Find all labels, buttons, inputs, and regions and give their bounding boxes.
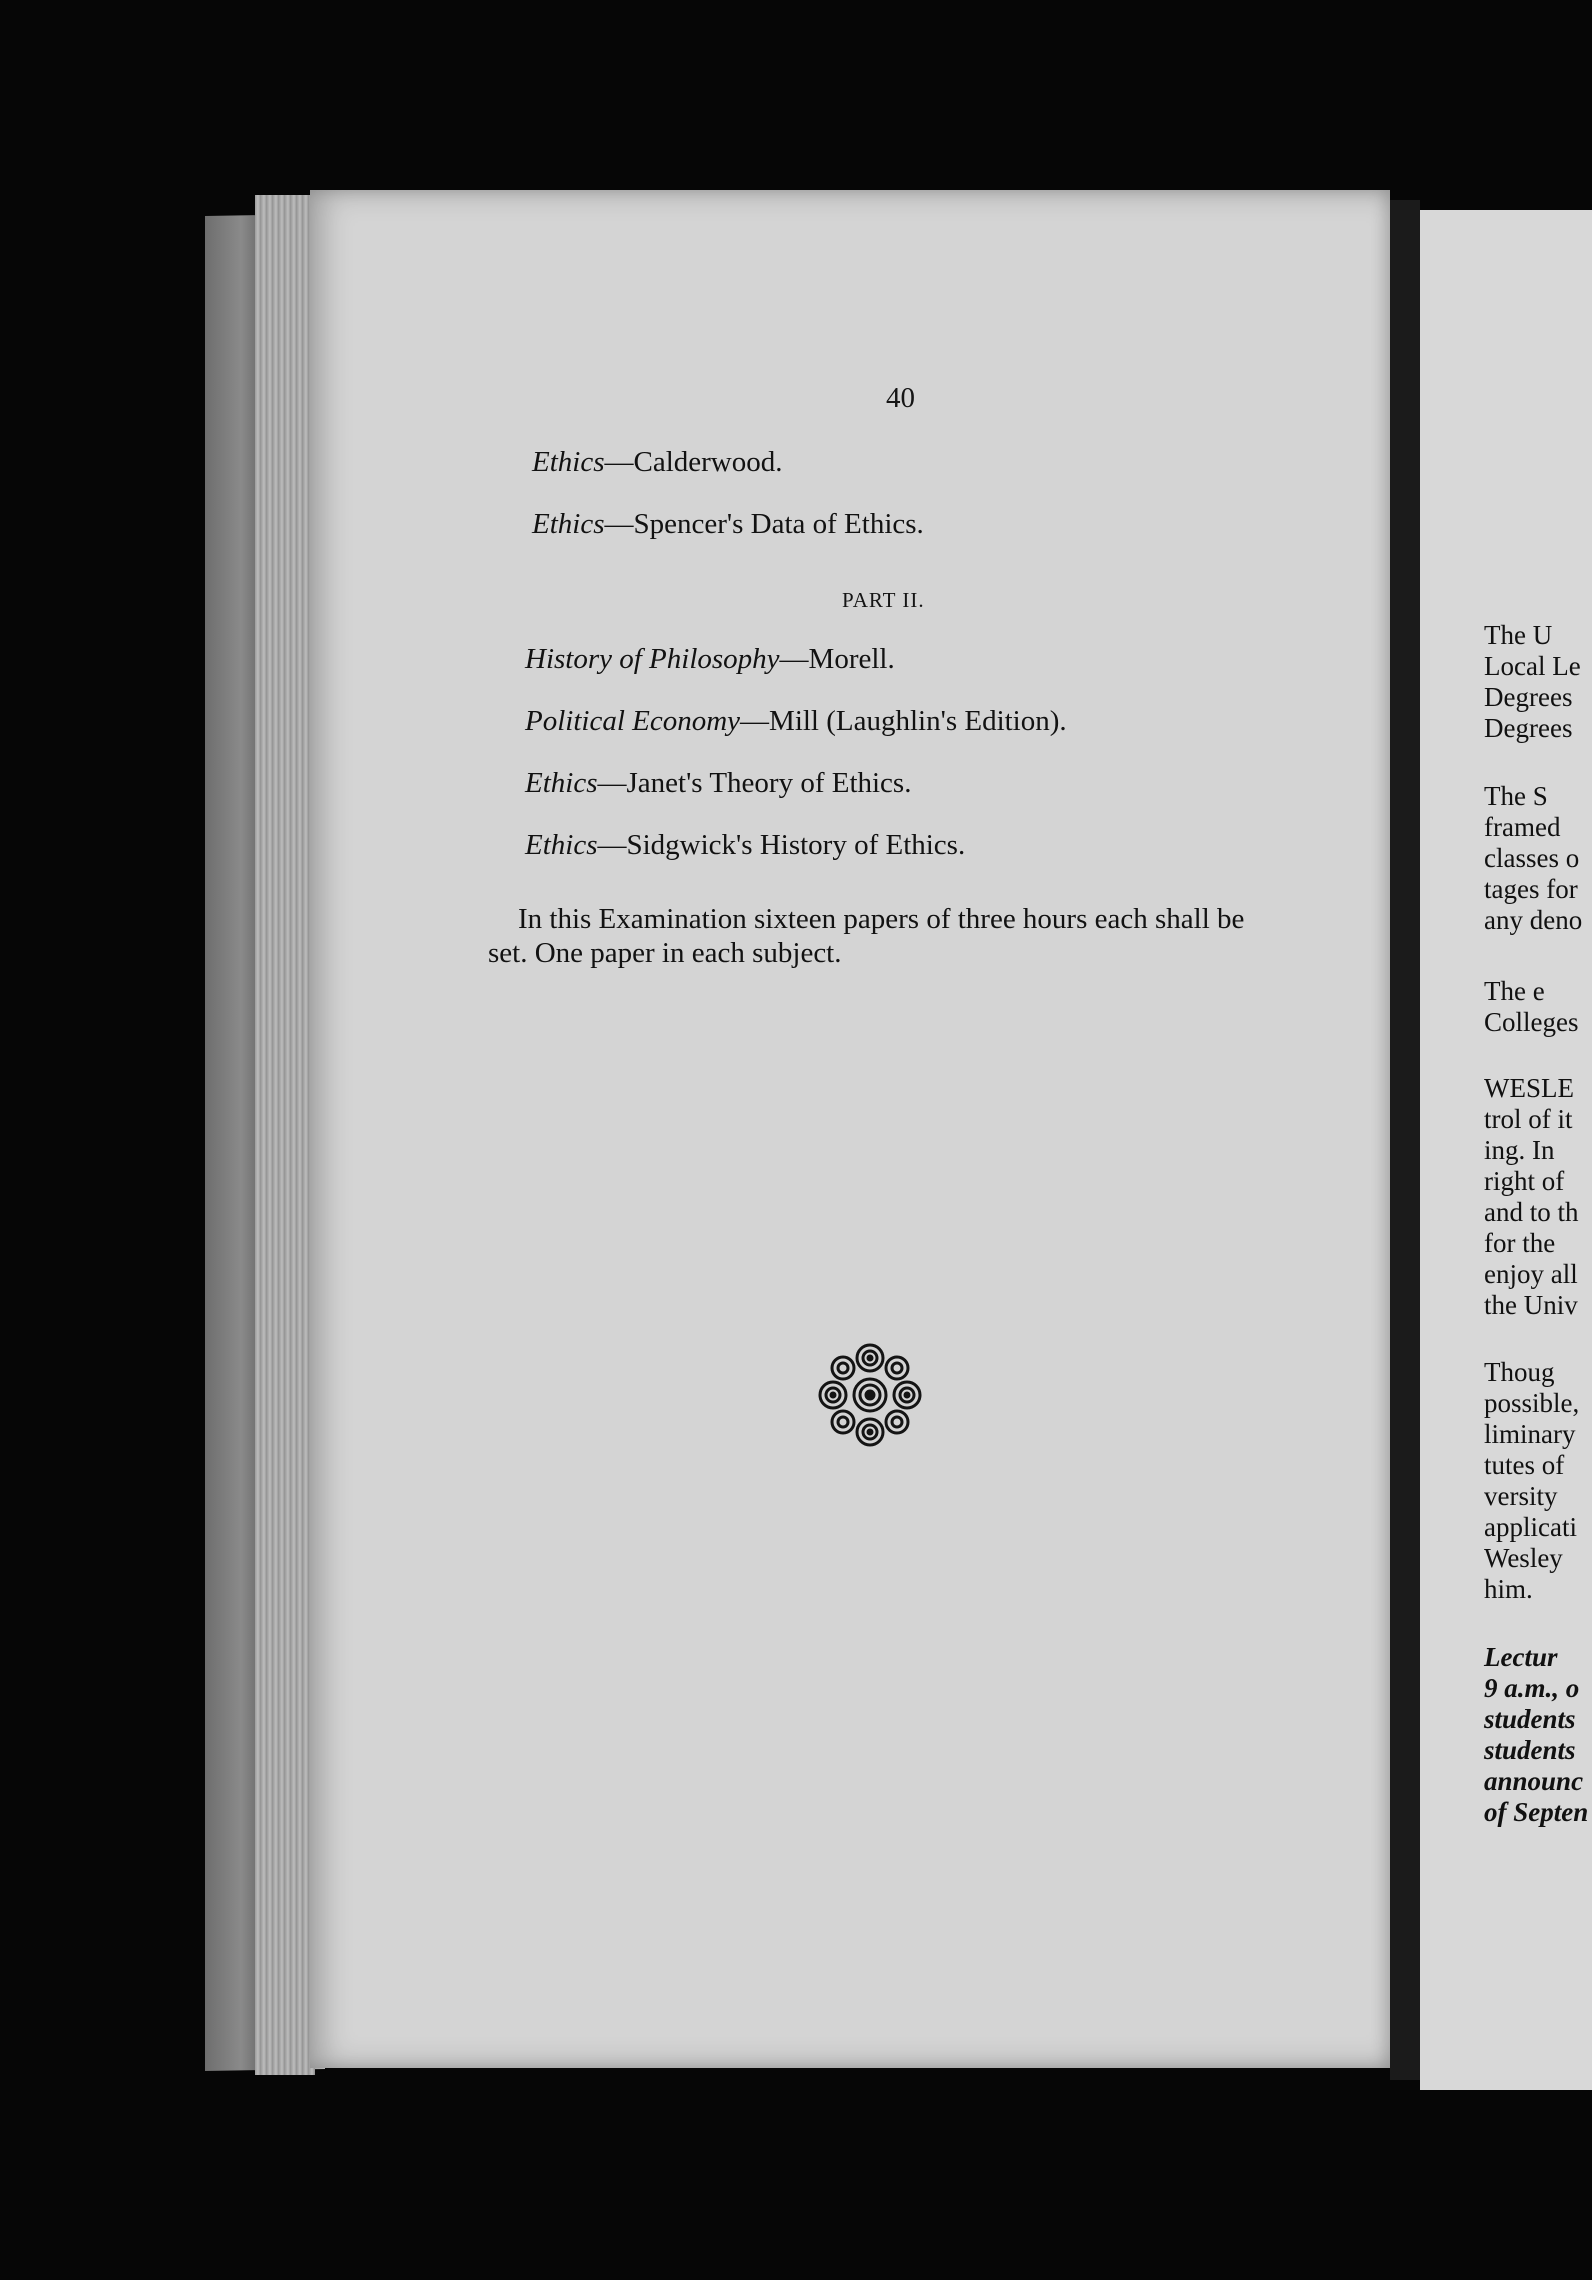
- entry-text: —Calderwood.: [604, 446, 783, 478]
- entry-subject: Ethics: [525, 829, 598, 861]
- right-page-line: classes o: [1484, 843, 1580, 873]
- entry-subject: History of Philosophy: [525, 643, 780, 675]
- right-page-line: tutes of: [1484, 1450, 1565, 1480]
- right-page-line: and to th: [1484, 1197, 1579, 1227]
- right-page-line: the Univ: [1484, 1290, 1578, 1320]
- entry-subject: Ethics: [525, 767, 598, 799]
- page-stack-edges: [255, 195, 315, 2075]
- page-number: 40: [886, 382, 915, 414]
- right-page-line: trol of it: [1484, 1104, 1573, 1134]
- right-page-line: possible,: [1484, 1388, 1580, 1418]
- right-page-line: enjoy all: [1484, 1259, 1578, 1289]
- entry-text: —Spencer's Data of Ethics.: [604, 508, 924, 540]
- right-page-line: any deno: [1484, 905, 1583, 935]
- left-page: [310, 190, 1390, 2068]
- right-page-line: of Septen: [1484, 1797, 1589, 1827]
- book-gutter: [1390, 200, 1420, 2080]
- entry-line: [532, 508, 924, 541]
- right-page-line: liminary: [1484, 1419, 1576, 1449]
- right-page-line: tages for: [1484, 874, 1578, 904]
- right-page-line: students: [1484, 1735, 1576, 1765]
- entry-subject: Political Economy: [525, 705, 741, 737]
- entry-text: —Janet's Theory of Ethics.: [597, 767, 912, 799]
- right-page-line: Degrees: [1484, 713, 1573, 743]
- right-page-line: Lectur: [1484, 1642, 1558, 1672]
- right-page-line: The U: [1484, 620, 1553, 650]
- right-page-line: Degrees: [1484, 682, 1573, 712]
- entry-subject: Ethics: [532, 508, 605, 540]
- entry-line: [525, 643, 895, 676]
- right-page-line: Colleges: [1484, 1007, 1579, 1037]
- entry-subject: Ethics: [532, 446, 605, 478]
- right-page-line: Local Le: [1484, 651, 1581, 681]
- right-page-line: applicati: [1484, 1512, 1577, 1542]
- entry-text: —Sidgwick's History of Ethics.: [597, 829, 966, 861]
- entry-line: [525, 829, 965, 862]
- part-heading: PART II.: [842, 588, 925, 612]
- right-page-line: framed: [1484, 812, 1561, 842]
- right-page-line: 9 a.m., o: [1484, 1673, 1580, 1703]
- right-page-line: versity: [1484, 1481, 1558, 1511]
- right-page-line: WESLE: [1484, 1073, 1574, 1103]
- right-page-line: announc: [1484, 1766, 1584, 1796]
- entry-text: —Mill (Laughlin's Edition).: [740, 705, 1067, 737]
- entry-line: [525, 705, 1067, 738]
- entry-line: [532, 446, 783, 479]
- spiral-ornament-icon: [815, 1340, 925, 1450]
- right-page-line: Thoug: [1484, 1357, 1555, 1387]
- right-page-line: him.: [1484, 1574, 1533, 1604]
- right-page-line: The e: [1484, 976, 1545, 1006]
- right-page-line: right of: [1484, 1166, 1565, 1196]
- entry-line: [525, 767, 911, 800]
- right-page-line: for the: [1484, 1228, 1556, 1258]
- right-page-line: ing. In: [1484, 1135, 1555, 1165]
- entry-text: —Morell.: [779, 643, 895, 675]
- right-page-line: students: [1484, 1704, 1576, 1734]
- right-page-line: Wesley: [1484, 1543, 1563, 1573]
- right-page-line: The S: [1484, 781, 1548, 811]
- examination-paragraph: In this Examination sixteen papers of three hours each shall be set. One paper in each subject.: [488, 903, 1245, 969]
